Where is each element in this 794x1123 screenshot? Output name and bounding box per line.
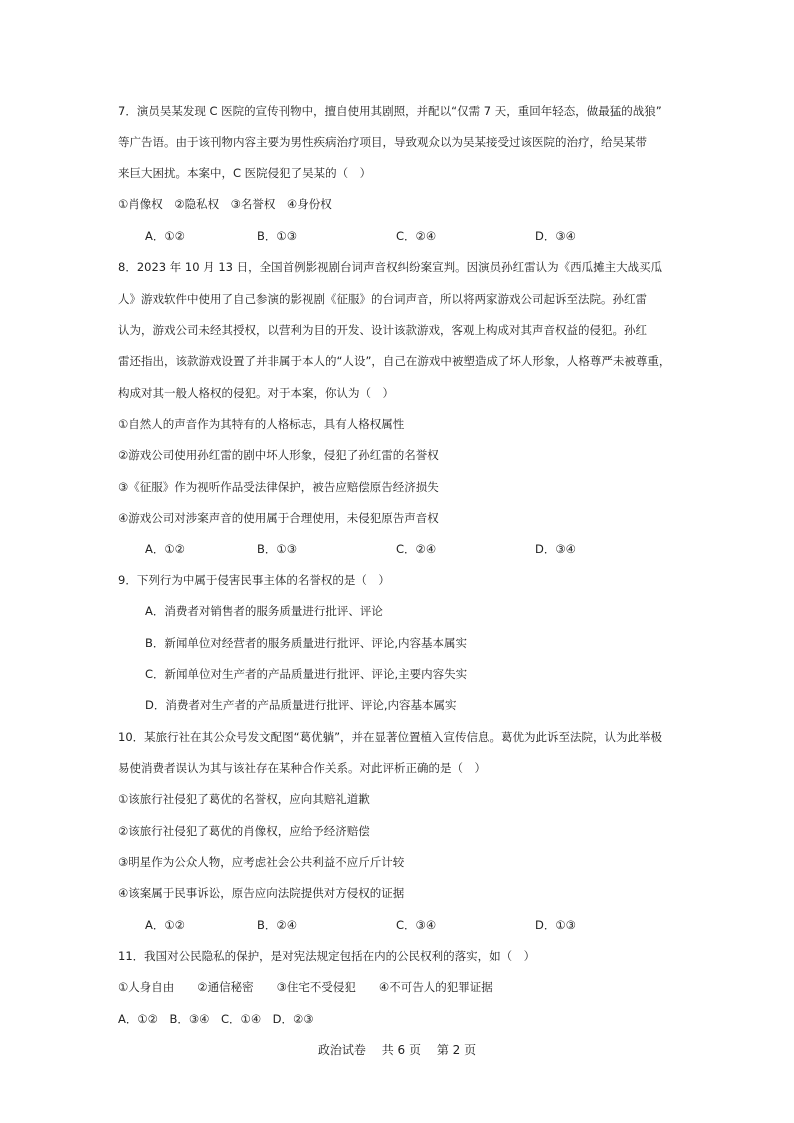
q8-line-1: 8．2023 年 10 月 13 日，全国首例影视剧台词声音权纠纷案宣判。因演员孙红雷认为《西瓜摊主大战买瓜 (118, 260, 663, 274)
q11-items: ①人身自由 ②通信秘密 ③住宅不受侵犯 ④不可告人的犯罪证据 (118, 980, 493, 994)
q7-line-2: 等广告语。由于该刊物内容主要为男性疾病治疗项目，导致观众以为吴某接受过该医院的治疗，给吴某带 (118, 135, 647, 149)
q10-item-1: ①该旅行社侵犯了葛优的名誉权，应向其赔礼道歉 (118, 792, 370, 806)
q8-item-1: ①自然人的声音作为其特有的人格标志，具有人格权属性 (118, 417, 405, 431)
q7-option-d: D．③④ (535, 229, 576, 243)
q9-choice-c: C．新闻单位对生产者的产品质量进行批评、评论,主要内容失实 (145, 667, 468, 681)
q10-option-d: D．①③ (535, 918, 576, 932)
q7-line-3: 来巨大困扰。本案中，C 医院侵犯了吴某的（ ） (118, 166, 372, 180)
q8-line-5: 构成对其一般人格权的侵犯。对于本案，你认为（ ） (118, 386, 394, 400)
footer-total-pages: 共 6 页 (381, 1043, 421, 1057)
q7-option-b: B．①③ (257, 229, 298, 243)
q8-line-2: 人》游戏软件中使用了自己参演的影视剧《征服》的台词声音，所以将两家游戏公司起诉至法院。孙红雷 (118, 292, 647, 306)
q10-item-2: ②该旅行社侵犯了葛优的肖像权，应给予经济赔偿 (118, 824, 370, 838)
page-footer (0, 1041, 794, 1058)
q9-choice-a: A．消费者对销售者的服务质量进行批评、评论 (145, 604, 383, 618)
q10-option-b: B．②④ (257, 918, 298, 932)
q8-option-a: A．①② (145, 542, 185, 556)
q8-item-4: ④游戏公司对涉案声音的使用属于合理使用，未侵犯原告声音权 (118, 511, 439, 525)
q10-line-2: 易使消费者误认为其与该社存在某种合作关系。对此评析正确的是（ ） (118, 761, 486, 775)
q10-item-3: ③明星作为公众人物，应考虑社会公共利益不应斤斤计较 (118, 855, 405, 869)
q7-option-c: C．②④ (396, 229, 437, 243)
q9-choice-b: B．新闻单位对经营者的服务质量进行批评、评论,内容基本属实 (145, 636, 468, 650)
footer-page-number: 第 2 页 (436, 1043, 477, 1057)
q10-line-1: 10．某旅行社在其公众号发文配图“葛优躺”，并在显著位置植入宣传信息。葛优为此诉至法院，认为此举极 (118, 730, 663, 744)
q9-choice-d: D．消费者对生产者的产品质量进行批评、评论,内容基本属实 (145, 698, 457, 712)
q7-option-a: A．①② (145, 229, 185, 243)
q8-option-b: B．①③ (257, 542, 298, 556)
q9-stem: 9．下列行为中属于侵害民事主体的名誉权的是（ ） (118, 573, 390, 587)
q8-item-3: ③《征服》作为视听作品受法律保护，被告应赔偿原告经济损失 (118, 480, 439, 494)
q7-line-4: ①肖像权 ②隐私权 ③名誉权 ④身份权 (118, 197, 332, 211)
q10-item-4: ④该案属于民事诉讼，原告应向法院提供对方侵权的证据 (118, 886, 405, 900)
q10-option-a: A．①② (145, 918, 185, 932)
q11-stem: 11．我国对公民隐私的保护，是对宪法规定包括在内的公民权利的落实，如（ ） (118, 949, 536, 963)
q8-option-d: D．③④ (535, 542, 576, 556)
q10-option-c: C．③④ (396, 918, 437, 932)
q8-line-3: 认为，游戏公司未经其授权，以营利为目的开发、设计该款游戏，客观上构成对其声音权益的侵犯。孙红 (118, 323, 647, 337)
q11-options: A．①② B．③④ C．①④ D．②③ (118, 1012, 314, 1026)
q7-line-1: 7．演员吴某发现 C 医院的宣传刊物中，擅自使用其剧照，并配以“仅需 7 天，重回年轻态，做最猛的战狼” (118, 104, 662, 118)
q8-option-c: C．②④ (396, 542, 437, 556)
footer-subject: 政治试卷 (317, 1043, 366, 1057)
q8-line-4: 雷还指出，该款游戏设置了并非属于本人的“人设”，自己在游戏中被塑造成了坏人形象，人格尊严未被尊重， (118, 354, 671, 368)
q8-item-2: ②游戏公司使用孙红雷的剧中坏人形象，侵犯了孙红雷的名誉权 (118, 448, 439, 462)
